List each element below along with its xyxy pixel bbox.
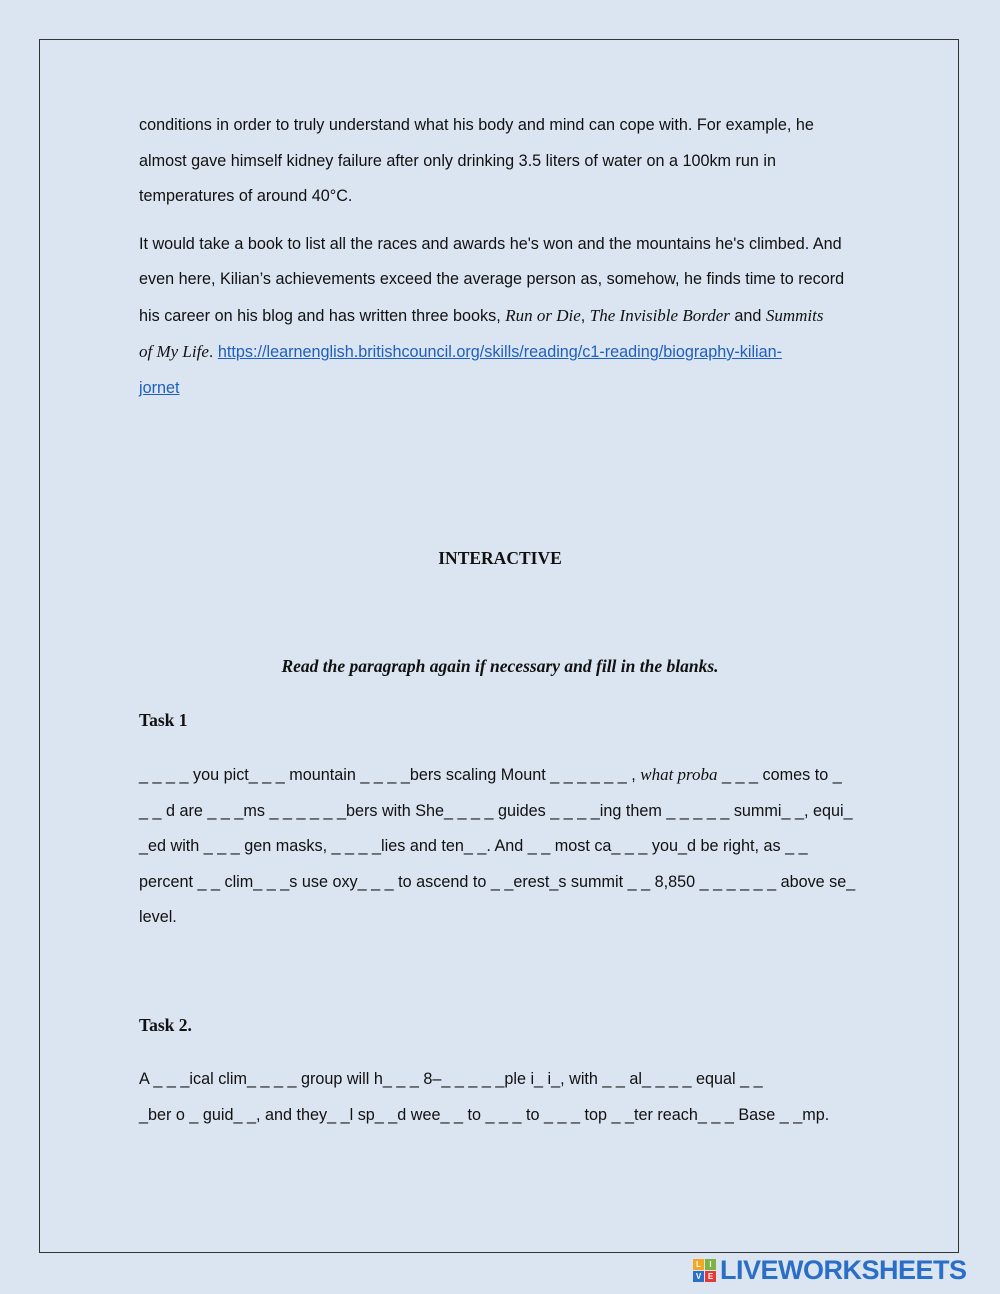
liveworksheets-logo bbox=[693, 1256, 967, 1284]
task-1-title: Task 1 bbox=[139, 710, 188, 730]
task-1-line bbox=[139, 757, 869, 794]
paragraph-2-line: even here, Kilian’s achievements exceed the average person as, somehow, he finds time to record bbox=[139, 270, 845, 288]
logo-square: E bbox=[705, 1271, 716, 1282]
task-1-line: _ _ d are _ _ _ms _ _ _ _ _ _bers with She_ _ _ _ guides _ _ _ _ing them _ _ _ _ _ summi_ _, equi_ bbox=[139, 801, 853, 820]
logo-square: I bbox=[705, 1259, 716, 1270]
task-1-text bbox=[139, 757, 869, 936]
paragraph-1 bbox=[139, 108, 869, 215]
task-2-text bbox=[139, 1062, 869, 1133]
paragraph-2 bbox=[139, 227, 869, 407]
source-link-part2[interactable]: jornet bbox=[139, 378, 180, 397]
reading-passage bbox=[139, 108, 869, 418]
task-1-line-text: _ _ _ _ you pict_ _ _ mountain _ _ _ _bers scaling Mount _ _ _ _ _ _ , bbox=[139, 766, 641, 784]
separator: . bbox=[208, 343, 218, 361]
source-link-part1[interactable]: https://learnenglish.britishcouncil.org/skills/reading/c1-reading/biography-kilian- bbox=[217, 343, 783, 361]
interactive-heading: INTERACTIVE bbox=[438, 548, 562, 568]
separator: and bbox=[729, 306, 766, 325]
task-1-line: level. bbox=[139, 908, 177, 926]
paragraph-2-text: his career on his blog and has written three books, bbox=[139, 306, 506, 325]
book-title-summits-cont: of My Life bbox=[139, 342, 209, 361]
paragraph-1-line: temperatures of around 40°C. bbox=[139, 187, 353, 205]
paragraph-1-line: conditions in order to truly understand what his body and mind can cope with. For example, he bbox=[139, 116, 814, 134]
paragraph-2-line: It would take a book to list all the races and awards he's won and the mountains he's climbed. And bbox=[139, 234, 842, 253]
logo-icon bbox=[693, 1259, 716, 1282]
task-1-line-text: _ _ _ comes to _ bbox=[717, 766, 842, 784]
book-title-summits: Summits bbox=[765, 305, 824, 325]
task-2-line: _ber o _ guid_ _, and they_ _l sp_ _d wee_ _ to _ _ _ to _ _ _ top _ _ter reach_ _ _ Base _ _mp. bbox=[139, 1105, 830, 1124]
task-2-line: A _ _ _ical clim_ _ _ _ group will h_ _ _ 8–_ _ _ _ _ple i_ i_, with _ _ al_ _ _ _ equal _ _ bbox=[139, 1070, 763, 1088]
paragraph-1-line: almost gave himself kidney failure after only drinking 3.5 liters of water on a 100km run in bbox=[139, 151, 777, 170]
task-1-italic-text: what proba bbox=[640, 765, 718, 784]
task-2-title: Task 2. bbox=[139, 1015, 192, 1035]
book-title-invisible-border: The Invisible Border bbox=[589, 305, 730, 325]
logo-square: V bbox=[693, 1271, 704, 1282]
task-1-line: _ed with _ _ _ gen masks, _ _ _ _lies and ten_ _. And _ _ most ca_ _ _ you_d be right, as _ _ bbox=[139, 837, 808, 855]
task-1-line: percent _ _ clim_ _ _s use oxy_ _ _ to ascend to _ _erest_s summit _ _ 8,850 _ _ _ _ _ _ above se_ bbox=[139, 872, 856, 891]
source-link[interactable] bbox=[139, 343, 782, 397]
book-title-run-or-die: Run or Die bbox=[505, 305, 581, 325]
instruction-text: Read the paragraph again if necessary and fill in the blanks. bbox=[281, 656, 719, 676]
logo-square: L bbox=[693, 1259, 704, 1270]
logo-text: LIVEWORKSHEETS bbox=[720, 1254, 967, 1285]
separator: , bbox=[580, 306, 590, 325]
